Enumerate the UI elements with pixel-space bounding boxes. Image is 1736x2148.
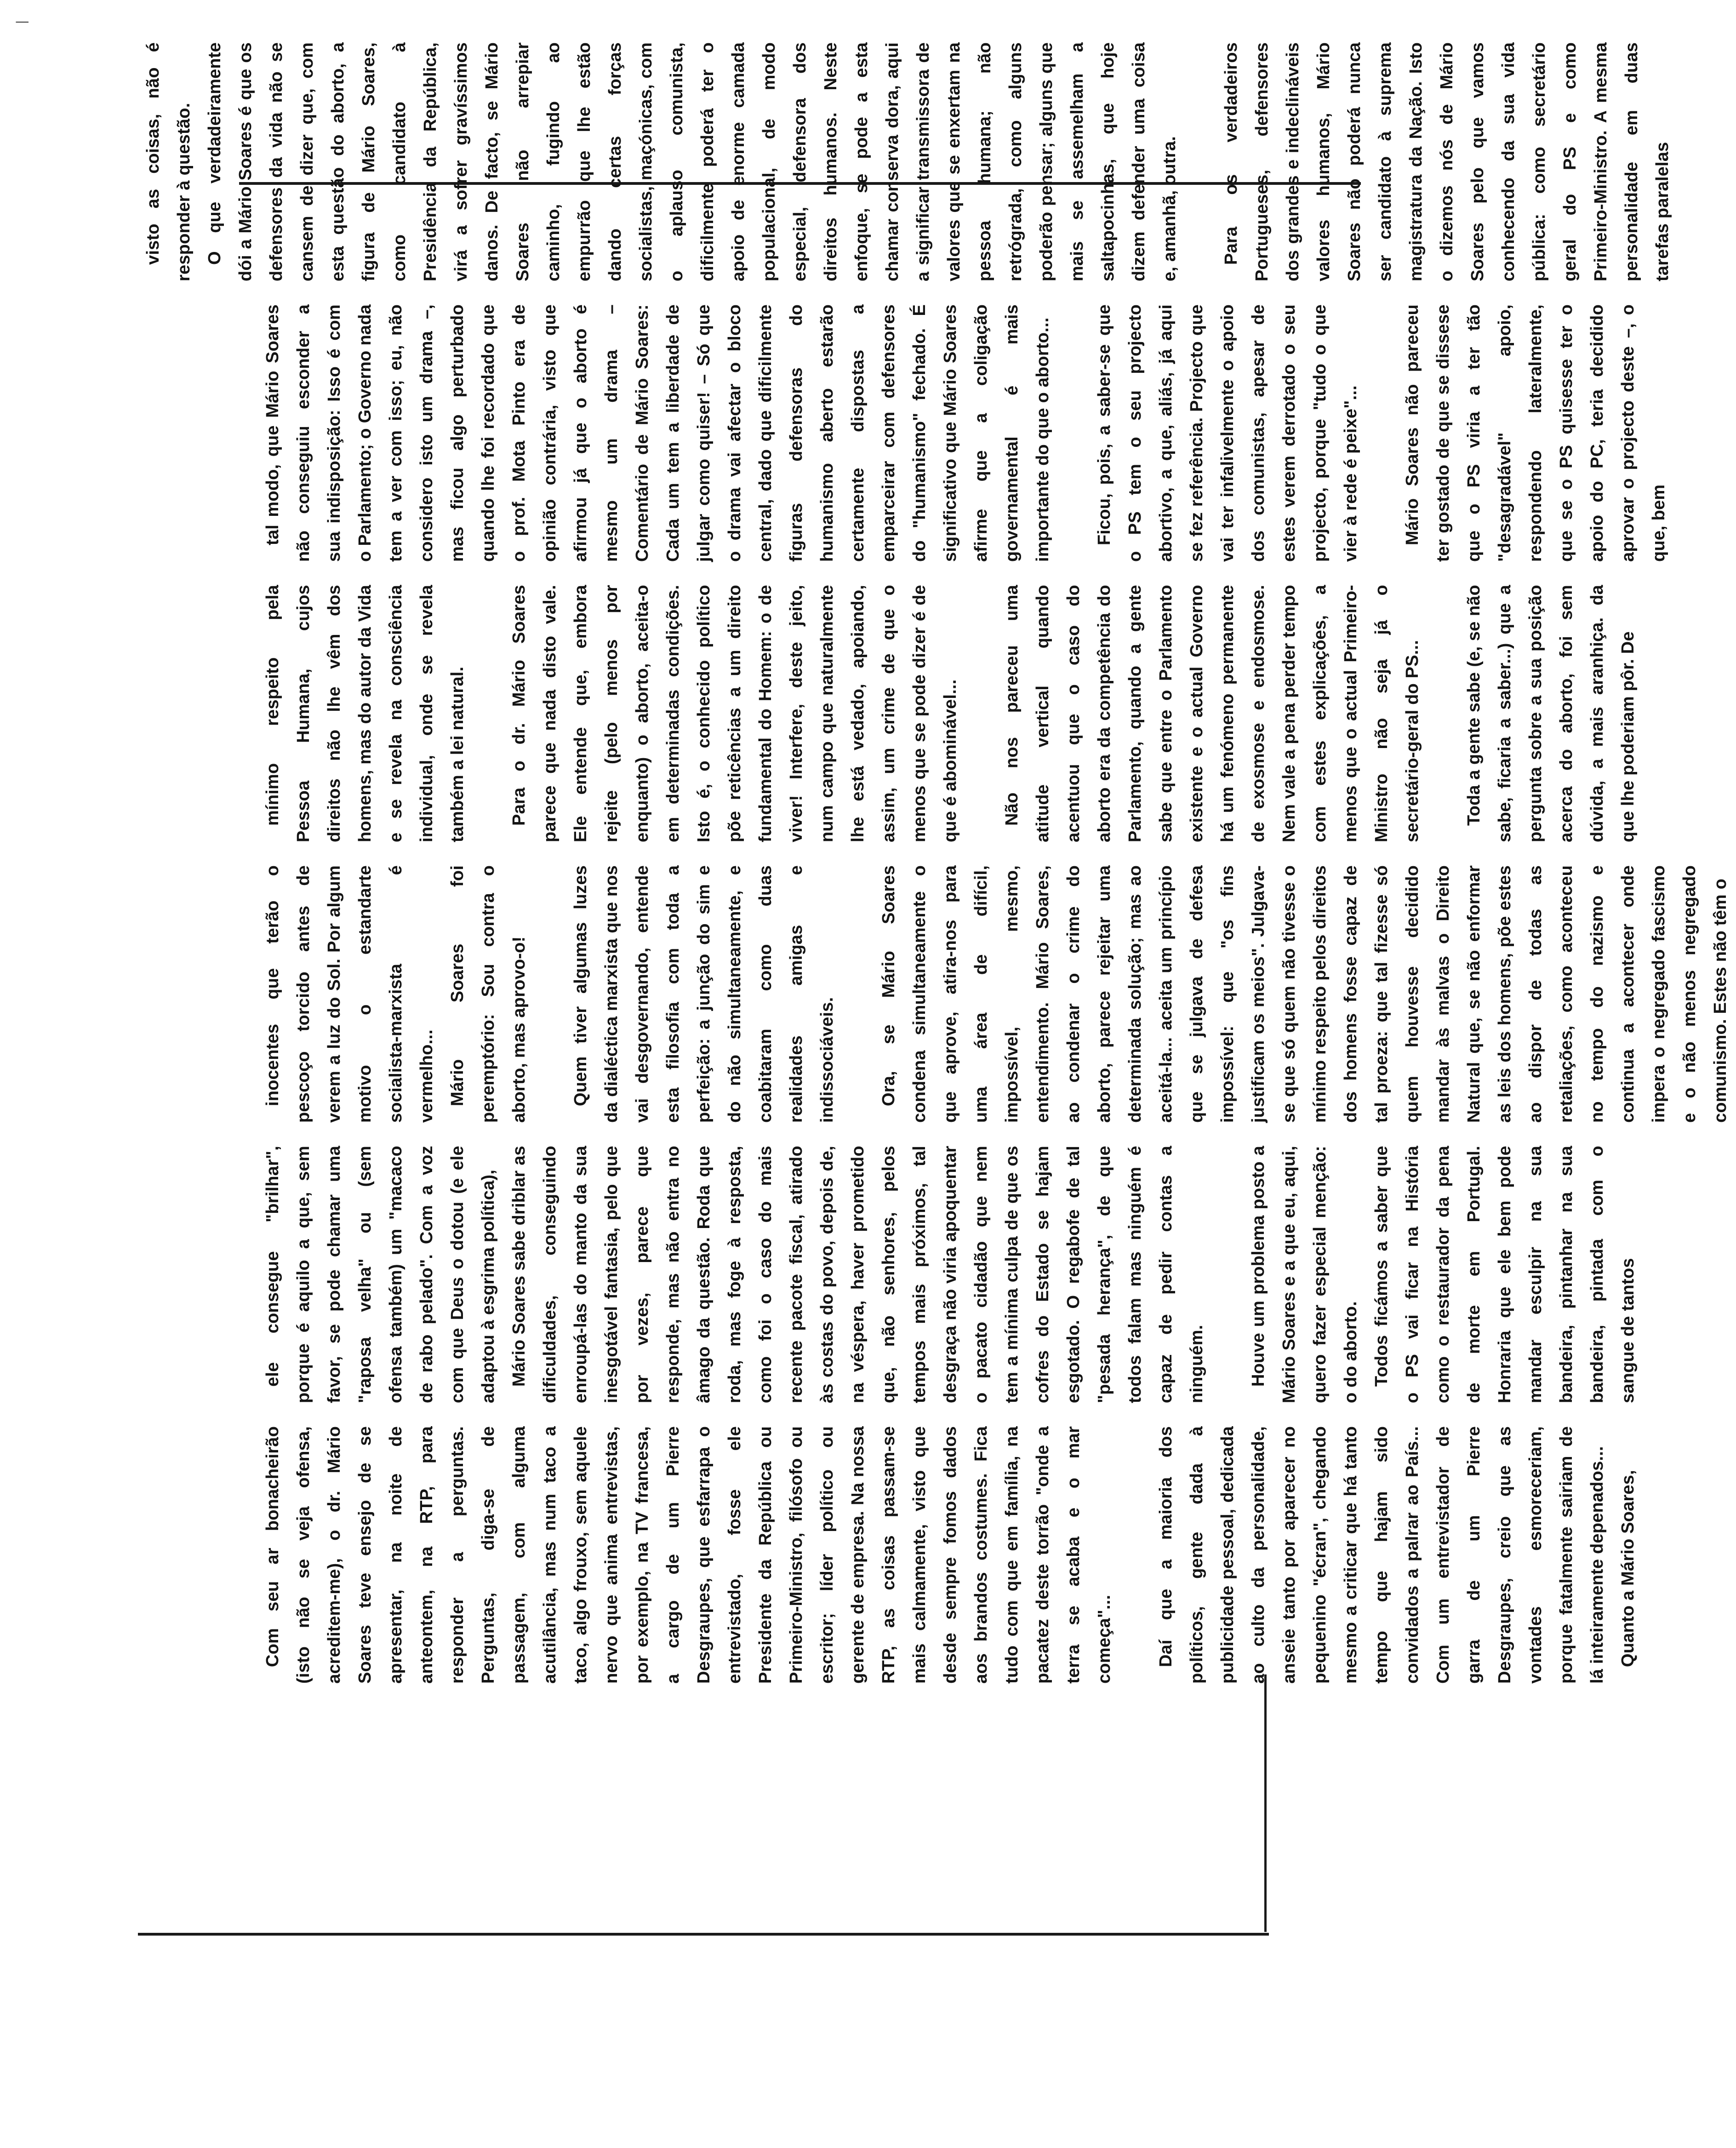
column-6-paragraph-3: Para os verdadeiros Portugueses, defensores dos grandes e indeclináveis valores humanos, Mário Soares não poderá nunca ser candidato à suprema magistratura da Nação. Isto o dizemos nós de Mário Soares pelo que vamos conhecendo da sua vida pública: como secretário geral do PS e como Primeiro-Ministro. A mesma personalidade em duas tarefas paralelas <box>1222 42 1672 281</box>
column-3-paragraph-1: inocentes que terão o pescoço torcido antes de verem a luz do Sol. Por algum motivo o estandarte socialista-marxista é vermelho... <box>263 865 436 1123</box>
column-6-paragraph-2: O que verdadeiramente dói a Mário Soares é que os defensores da vida não se cansem de dizer que, com esta questão do aborto, a figura de Mário Soares, como candidato à Presidência da República, virá a sofrer gravíssimos danos. De facto, se Mário Soares não arrepiar caminho, fugindo ao empurrão que lhe estão dando certas forças socialistas, maçónicas, com o aplauso comunista, dificilmente poderá ter o apoio de enorme camada populacional, de modo especial, defensora dos direitos humanos. Neste enfoque, se pode a esta chamar conserva dora, aqui a significar transmissora de valores que se enxertam na pessoa humana; não retrógrada, como alguns poderão pensar; alguns que mais se assemelham a saltapocinhas, que hoje dizem defender uma coisa e, amanhã, outra. <box>205 42 1179 281</box>
left-vertical-rule <box>138 1933 1269 1936</box>
column-6-paragraph-1: visto as coisas, não é responder à questão. <box>143 42 194 281</box>
column-2-paragraph-2: Mário Soares sabe driblar as dificuldades, conseguindo enroupá-las do manto da sua inesgotável fantasia, pelo que por vezes, parece que responde, mas não entra no âmago da questão. Roda que roda, mas foge à resposta, como foi o caso do mais recente pacote fiscal, atirado às costas do povo, depois de, na véspera, haver prometido que, não senhores, pelos tempos mais próximos, tal desgraça não viria apoquentar o pacato cidadão que nem tem a mínima culpa de que os cofres do Estado se hajam esgotado. O regabofe de tal "pesada herança", de que todos falam mas ninguém é capaz de pedir contas a ninguém. <box>509 1146 1206 1403</box>
column-5-paragraph-2: Ficou, pois, a saber-se que o PS tem o seu projecto abortivo, a que, aliás, já aqui se fez referência. Projecto que vai ter infalivelmente o apoio dos comunistas, apesar de estes verem derrotado o seu projecto, porque "tudo o que vier à rede é peixe"... <box>1095 304 1360 562</box>
column-2-paragraph-4: Todos ficámos a saber que o PS vai ficar na História como o restaurador da pena de morte em Portugal. Honraria que ele bem pode mandar esculpir na sua bandeira, pintanhar na sua bandeira, pintada com o sangue de tantos <box>1372 1146 1638 1403</box>
column-3-paragraph-3: Quem tiver algumas luzes da dialéctica marxista que nos vai desgovernando, entende esta filosofia com toda a perfeição: a junção do sim e do não simultaneamente, e coabitaram como duas realidades amigas e indissociáveis. <box>571 865 837 1123</box>
column-4-paragraph-3: Não nos pareceu uma atitude vertical quando acentuou que o caso do aborto era da competência do Parlamento, quando a gente sabe que entre o Parlamento existente e o actual Governo há um fenómeno permanente de exosmose e endosmose. Nem vale a pena perder tempo com estes explicações, a menos que o actual Primeiro-Ministro não seja já o secretário-geral do PS... <box>1002 585 1422 842</box>
column-5-paragraph-1: tal modo, que Mário Soares não conseguiu esconder a sua indisposição: Isso é com o Parlamento; o Governo nada tem a ver com isso; eu, não considero isto um drama –, mas ficou algo perturbado quando lhe foi recordado que o prof. Mota Pinto era de opinião contrária, visto que afirmou já que o aborto é mesmo um drama – Comentário de Mário Soares: Cada um tem a liberdade de julgar como quiser! – Só que o drama vai afectar o bloco central, dado que dificilmente figuras defensoras do humanismo aberto estarão certamente dispostas a emparceirar com defensores do "humanismo" fechado. É significativo que Mário Soares afirme que a coligação governamental é mais importante do que o aborto... <box>263 304 1052 562</box>
column-1-paragraph-1: Com seu ar bonacheirão (isto não se veja ofensa, acreditem-me), o dr. Mário Soares teve ensejo de se apresentar, na noite de anteontem, na RTP, para responder a perguntas. Perguntas, diga-se de passagem, com alguma acutilância, mas num taco a taco, algo frouxo, sem aquele nervo que anima entrevistas, por exemplo, na TV francesa, a cargo de um Pierre Desgraupes, que esfarrapa o entrevistado, fosse ele Presidente da República ou Primeiro-Ministro, filósofo ou escritor; líder político ou gerente de empresa. Na nossa RTP, as coisas passam-se mais calmamente, visto que desde sempre fomos dados aos brandos costumes. Fica tudo com que em família, na pacatez deste torrão "onde a terra se acaba e o mar começa"... <box>263 1426 1114 1684</box>
article-column-6 <box>138 42 1678 281</box>
column-3-paragraph-2: Mário Soares foi peremptório: Sou contra o aborto, mas aprovo-o! <box>448 865 529 1123</box>
article-column-2 <box>257 1146 1644 1403</box>
column-2-paragraph-3: Houve um problema posto a Mário Soares e a que eu, aqui, quero fazer especial menção: o do aborto. <box>1249 1146 1360 1403</box>
article-column-5 <box>257 304 1674 562</box>
column-1-paragraph-3: Quanto a Mário Soares, <box>1618 1470 1638 1667</box>
bottom-rule-under-column-1 <box>1264 1674 1267 1932</box>
page-tick-mark: | <box>14 20 29 24</box>
article-column-3 <box>257 865 1736 1123</box>
column-3-paragraph-4: Ora, se Mário Soares condena simultaneamente o que aprove, atira-nos para uma área de difícil, impossível, mesmo, entendimento. Mário Soares, ao condenar o crime do aborto, parece rejeitar uma determinada solução; mas ao aceitá-la... aceita um princípio que se julgava de defesa impossível: que "os fins justificam os meios". Julgava-se que só quem não tivesse o mínimo respeito pelos direitos dos homens fosse capaz de tal proeza: que tal fizesse só quem houvesse decidido mandar às malvas o Direito Natural que, se não enformar as leis dos homens, põe estes ao dispor de todas as retaliações, como aconteceu no tempo do nazismo e continua a acontecer onde impera o negregado fascismo e o não menos negregado comunismo. Estes não têm o <box>879 865 1730 1123</box>
article-column-1 <box>257 1426 1644 1684</box>
column-5-paragraph-3: Mário Soares não pareceu ter gostado de que se dissese que o PS viria a ter tão "desagradável" apoio, respondendo lateralmente, que se o PS quisesse ter o apoio do PC, teria decidido aprovar o projecto deste –, o que, bem <box>1403 304 1668 562</box>
article-column-4 <box>257 585 1644 842</box>
column-4-paragraph-2: Para o dr. Mário Soares parece que nada disto vale. Ele entende que, embora rejeite (pelo menos por enquanto) o aborto, aceita-o em determinadas condições. Isto é, o conhecido político põe reticências a um direito fundamental do Homem: o de viver! Interfere, deste jeito, num campo que naturalmente lhe está vedado, apoiando, assim, um crime de que o menos que se pode dizer é de que é abominável... <box>509 585 960 842</box>
column-4-paragraph-1: mínimo respeito pela Pessoa Humana, cujos direitos não lhe vêm dos homens, mas do autor da Vida e se revela na consciência individual, onde se revela também a lei natural. <box>263 585 467 842</box>
column-1-paragraph-2: Daí que a maioria dos políticos, gente dada à publicidade pessoal, dedicada ao culto da personalidade, anseie tanto por aparecer no pequenino "écran", chegando mesmo a criticar que há tanto tempo que hajam sido convidados a palrar ao País... Com um entrevistador de garra de um Pierre Desgraupes, creio que as vontades esmoreceriam, porque fatalmente sairiam de lá inteiramente depenados... <box>1156 1426 1607 1684</box>
column-2-paragraph-1: ele consegue "brilhar", porque é aquilo a que, sem favor, se pode chamar uma "raposa velha" ou (sem ofensa também) um "macaco de rabo pelado". Com a voz com que Deus o dotou (e ele adaptou à esgrima política), <box>263 1146 498 1403</box>
column-4-paragraph-4: Toda a gente sabe (e, se não sabe, ficaria a saber...) que a pergunta sobre a sua posição acerca do aborto, foi sem dúvida, a mais aranhiça. da que lhe poderiam pôr. De <box>1464 585 1638 842</box>
